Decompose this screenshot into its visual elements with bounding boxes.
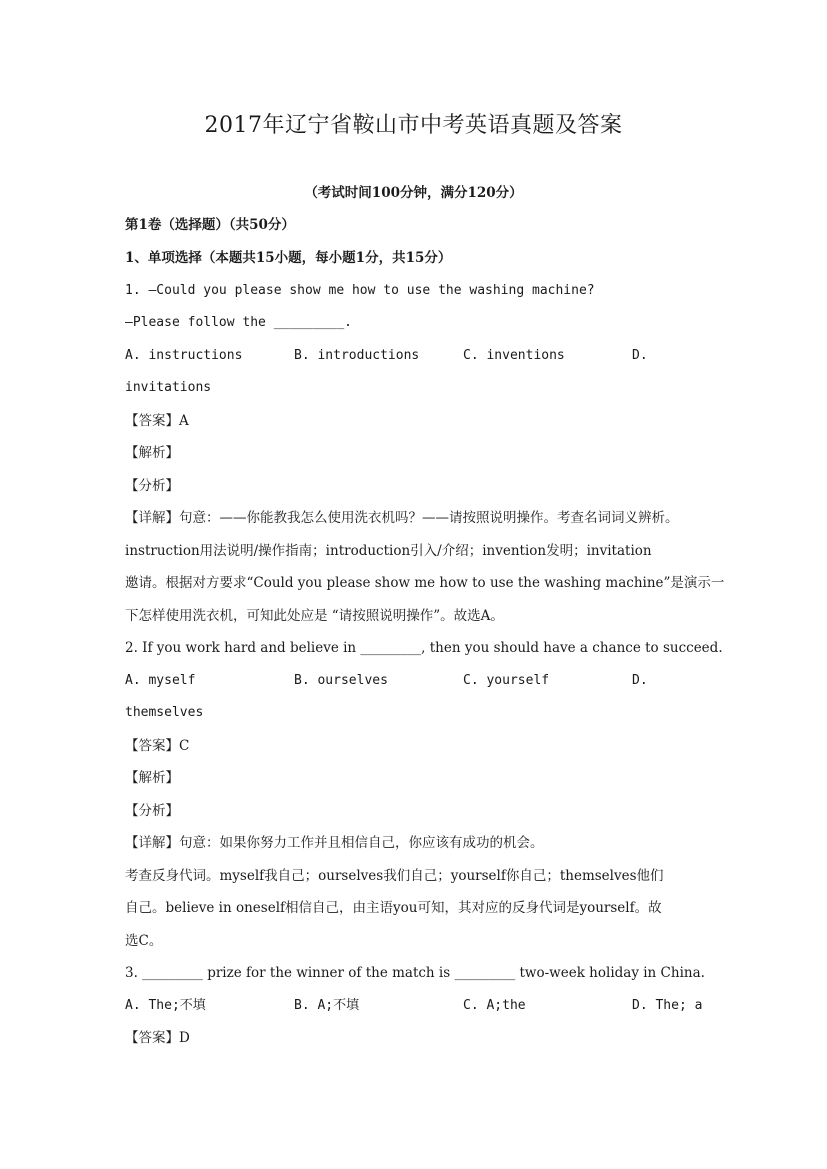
q2-detail-line3: 自己。believe in oneself相信自己，由主语you可知，其对应的反身代词是yourself。故: [125, 900, 662, 916]
q1-option-a: A. instructions: [125, 348, 243, 363]
q2-detail-line2: 考查反身代词。myself我自己；ourselves我们自己；yourself你自己；themselves他们: [125, 868, 664, 884]
q2-detail-line4: 选C。: [125, 933, 163, 949]
exam-info: （考试时间100分钟，满分120分）: [304, 185, 523, 201]
q2-stem: 2. If you work hard and believe in _________, then you should have a chance to succeed.: [125, 640, 723, 656]
document-title: 2017年辽宁省鞍山市中考英语真题及答案: [204, 113, 623, 138]
q1-stem-line1: 1. —Could you please show me how to use the washing machine?: [125, 283, 595, 298]
q2-option-d-continued: themselves: [125, 705, 204, 720]
q2-fenxi-label: 【分析】: [125, 803, 179, 819]
q3-option-b: B. A;不填: [294, 998, 360, 1013]
q3-option-c: C. A;the: [463, 998, 526, 1013]
q1-option-c: C. inventions: [463, 348, 565, 363]
q2-option-d: D.: [632, 673, 648, 688]
q1-fenxi-label: 【分析】: [125, 478, 179, 494]
part-title: 第1卷（选择题）（共50分）: [125, 217, 295, 233]
q1-option-d-continued: invitations: [125, 380, 212, 395]
q3-answer: 【答案】D: [125, 1030, 190, 1046]
q3-option-a: A. The;不填: [125, 998, 206, 1013]
q1-detail-line2: instruction用法说明/操作指南；introduction引入/介绍；invention发明；invitation: [125, 543, 652, 559]
section-title: 1、单项选择（本题共15小题，每小题1分，共15分）: [125, 250, 452, 266]
q1-option-d: D.: [632, 348, 648, 363]
q1-answer: 【答案】A: [125, 413, 189, 429]
q2-option-b: B. ourselves: [294, 673, 388, 688]
q2-answer: 【答案】C: [125, 738, 190, 754]
q3-stem: 3. _________ prize for the winner of the match is _________ two-week holiday in China.: [125, 965, 705, 981]
q1-analysis-label: 【解析】: [125, 445, 179, 461]
q2-option-a: A. myself: [125, 673, 196, 688]
q1-detail-line3: 邀请。根据对方要求“Could you please show me how to use the washing machine”是演示一: [125, 575, 725, 591]
q1-detail-line4: 下怎样使用洗衣机，可知此处应是 “请按照说明操作”。故选A。: [125, 608, 504, 624]
q1-option-b: B. introductions: [294, 348, 420, 363]
q2-analysis-label: 【解析】: [125, 770, 179, 786]
q2-detail-line1: 【详解】句意：如果你努力工作并且相信自己，你应该有成功的机会。: [125, 835, 544, 851]
q2-option-c: C. yourself: [463, 673, 550, 688]
q1-stem-line2: —Please follow the _________.: [125, 315, 352, 330]
q1-detail-line1: 【详解】句意：——你能教我怎么使用洗衣机吗？——请按照说明操作。考查名词词义辨析。: [125, 510, 679, 526]
q3-option-d: D. The; a: [632, 998, 703, 1013]
